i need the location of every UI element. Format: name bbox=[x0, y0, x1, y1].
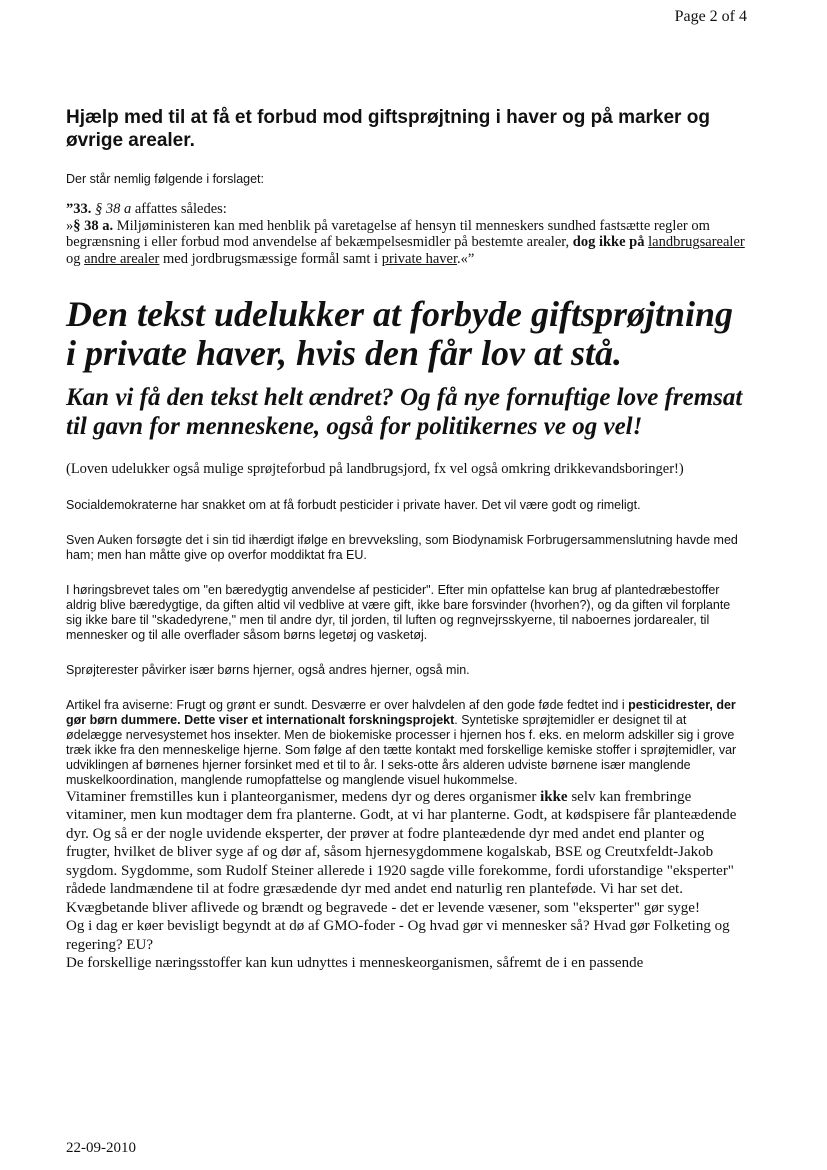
page-heading: Hjælp med til at få et forbud mod giftsprøjtning i haver og på marker og øvrige arealer. bbox=[66, 107, 710, 151]
intro-text: Der står nemlig følgende i forslaget: bbox=[66, 172, 265, 186]
quote-section-ref: § 38 a bbox=[95, 201, 132, 217]
underlined-landbrugsarealer: landbrugsarealer bbox=[648, 234, 745, 250]
paragraph-7-bold: ikke bbox=[540, 788, 568, 805]
paragraph-2: Socialdemokraterne har snakket om at få forbudt pesticider i private haver. Det vil være godt og rimeligt. bbox=[66, 497, 641, 512]
quote-text: Miljøministeren kan med henblik på varetagelse af hensyn til menneskers sundhed fastsætte regler om begrænsning i eller forbud mod anvendelse af bekæmpelsesmidler på bestemte arealer, bbox=[66, 217, 710, 250]
paragraph-9: De forskellige næringsstoffer kan kun udnyttes i menneskeorganismen, såfremt de i en passende bbox=[66, 955, 644, 971]
quote-section-bold: § 38 a. bbox=[73, 217, 114, 234]
paragraph-6-start: Artikel fra aviserne: Frugt og grønt er sundt. Desværre er over halvdelen af den gode føde fedtet ind i bbox=[66, 697, 625, 712]
footer-date: 22-09-2010 bbox=[66, 1140, 136, 1156]
paragraph-6-bold: pesticidrester, der gør børn dummere. Dette viser et internationalt forskningsprojekt bbox=[66, 697, 736, 727]
quote-paragraph bbox=[66, 218, 746, 268]
paragraph-5: Sprøjterester påvirker især børns hjerner, også andres hjerner, også min. bbox=[66, 662, 470, 677]
paragraph-4: I høringsbrevet tales om "en bæredygtig anvendelse af pesticider". Efter min opfattelse kan brug af plantedræbestoffer aldrig blive bæredygtige, da giften altid vil vedblive at være gift, ikke bare forsvinder (hvorhen?), og da giften vil forplante sig ikke bare til "skadedyrene," men til andre dyr, til jorden, til luften og regnvejrsskyerne, til naboernes jordarealer, til mennesker og til alle overflader såsom børns legetøj og vasketøj. bbox=[66, 582, 731, 642]
document-body bbox=[66, 106, 746, 973]
quote-line1 bbox=[66, 201, 746, 218]
paragraph-7 bbox=[66, 788, 746, 918]
paragraph-7-rest: selv kan frembringe vitaminer, men kun modtager dem fra planterne. Godt, at vi har planterne. Godt, at kødspisere får planteædende dyr. Og så er der nogle uvidende eksperter, der prøver at fodre planteædende dyr med andet end planter og frugter, hvilket de bliver syge af og dør af, såsom hjernesygdommene kogalskab, BSE og Creutxfeldt-Jakob sygdom. Sygdomme, som Rudolf Steiner allerede i 1920 sagde ville forekomme, fordi uforstandige "eksperter" rådede landmændene til at fodre græsædende dyr med andet end naturlig ren planteføde. Vi har set det. Kvægbetande bliver aflivede og brændt og begravede - det er levende væsener, som "eksperter" gør syge! bbox=[66, 788, 737, 916]
paragraph-8: Og i dag er køer bevisligt begyndt at dø af GMO-foder - Og hvad gør vi mennesker så? Hvad gør Folketing og regering? EU? bbox=[66, 918, 730, 953]
quote-number: ”33. bbox=[66, 201, 92, 217]
quote-exception: dog ikke på bbox=[572, 234, 645, 250]
law-quote bbox=[66, 201, 746, 267]
quote-line1-suffix: affattes således: bbox=[134, 201, 227, 217]
quote-connector: og bbox=[66, 250, 81, 267]
paragraph-1: (Loven udelukker også mulige sprøjteforbud på landbrugsjord, fx vel også omkring drikkevandsboringer!) bbox=[66, 461, 684, 477]
paragraph-6-rest: . Syntetiske sprøjtemidler er designet til at ødelægge nervesystemet hos insekter. Men de biokemiske processer i hjernen hos f. eks. en melorm adskiller sig i grove træk ikke fra den menneskelige hjerne. Som følge af den tætte kontakt med forskellige kemiske stoffer i sprøjtemidler, var udviklingen af børnenes hjerner forsinket med et til to år. I seks-otte års alderen udviste børnene især manglende muskelkoordination, manglende rumopfattelse og manglende visuel hukommelse. bbox=[66, 712, 737, 787]
quote-text-2: med jordbrugsmæssige formål samt i bbox=[163, 250, 379, 267]
sub-title: Kan vi få den tekst helt ændret? Og få nye fornuftige love fremsat til gavn for menneskene, også for politikernes ve og vel! bbox=[66, 384, 743, 440]
paragraph-6 bbox=[66, 698, 746, 788]
quote-open-mark: » bbox=[66, 217, 74, 234]
underlined-private-haver: private haver bbox=[381, 250, 457, 267]
paragraph-7-start: Vitaminer fremstilles kun i planteorganismer, medens dyr og deres organismer bbox=[66, 788, 537, 805]
paragraph-3: Sven Auken forsøgte det i sin tid ihærdigt ifølge en brevveksling, som Biodynamisk Forbrugersammenslutning havde med ham; men han måtte give op overfor moddiktat fra EU. bbox=[66, 532, 738, 562]
main-title: Den tekst udelukker at forbyde giftsprøjtning i private haver, hvis den får lov at stå. bbox=[66, 294, 734, 373]
quote-end: .«” bbox=[457, 250, 475, 267]
underlined-andre-arealer: andre arealer bbox=[84, 250, 160, 267]
page-number: Page 2 of 4 bbox=[674, 8, 747, 25]
